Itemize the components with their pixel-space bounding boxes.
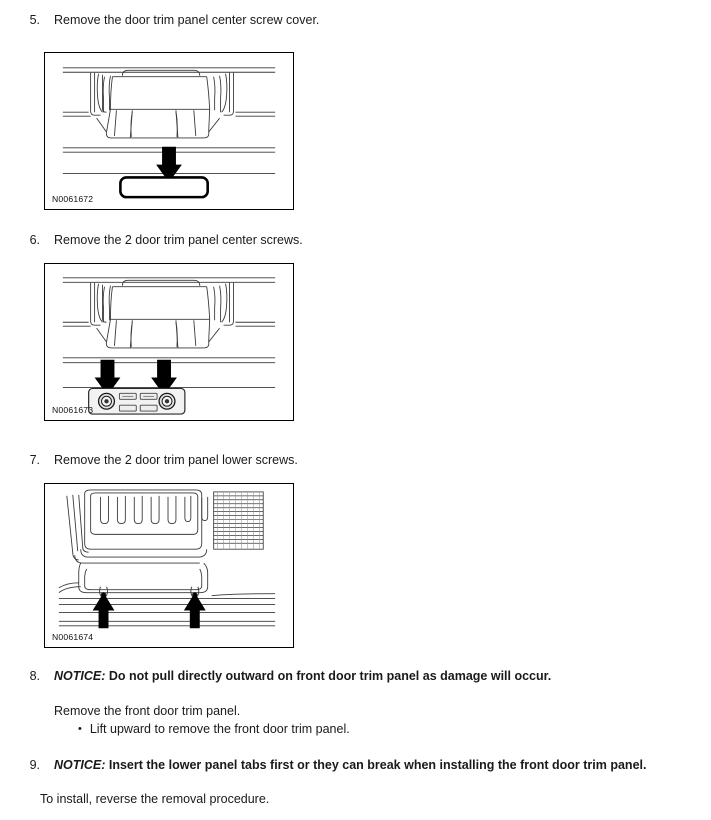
figure-3-artwork	[45, 484, 293, 647]
step-9-number: 9.	[29, 758, 40, 772]
figure-1-artwork	[45, 53, 293, 209]
step-7-number: 7.	[29, 453, 40, 467]
notice-label-8: NOTICE:	[54, 669, 106, 683]
screw-bracket-part	[89, 388, 185, 414]
bullet-icon: •	[78, 723, 82, 735]
step-7-text: Remove the 2 door trim panel lower screws.	[54, 453, 298, 467]
step-7	[14, 452, 298, 468]
step-9-notice	[14, 757, 646, 773]
step-9-followup: To install, reverse the removal procedure.	[40, 792, 270, 806]
step-6-number: 6.	[29, 233, 40, 247]
step-8-notice	[14, 668, 551, 684]
arrow-up-left	[93, 593, 115, 629]
step-6	[14, 232, 303, 248]
arrow-up-right	[184, 593, 206, 629]
step-8-text	[54, 668, 551, 684]
step-8-bullet-text: Lift upward to remove the front door trim panel.	[89, 722, 350, 736]
figure-N0061674	[44, 483, 294, 648]
notice-body-8-text: Do not pull directly outward on front door trim panel as damage will occur.	[108, 669, 552, 683]
notice-body-9-text: Insert the lower panel tabs first or they can break when installing the front door trim panel.	[108, 758, 647, 772]
step-5-text: Remove the door trim panel center screw cover.	[54, 13, 320, 27]
step-5-number: 5.	[29, 13, 40, 27]
speaker-grille	[214, 492, 264, 549]
step-9-text	[54, 757, 646, 773]
notice-label-9: NOTICE:	[54, 758, 106, 772]
figure-1-id-label: N0061672	[52, 194, 94, 204]
step-8-followup: Remove the front door trim panel.	[54, 704, 241, 718]
step-6-text: Remove the 2 door trim panel center screws.	[54, 233, 303, 247]
figure-3-id-label: N0061674	[52, 632, 94, 642]
step-8-bullet-item	[78, 721, 350, 737]
step-8-number: 8.	[29, 669, 40, 683]
figure-N0061672	[44, 52, 294, 210]
step-5	[14, 12, 319, 28]
figure-N0061673	[44, 263, 294, 421]
figure-2-artwork	[45, 264, 293, 420]
screw-cover-part	[120, 177, 207, 197]
figure-2-id-label: N0061673	[52, 405, 94, 415]
